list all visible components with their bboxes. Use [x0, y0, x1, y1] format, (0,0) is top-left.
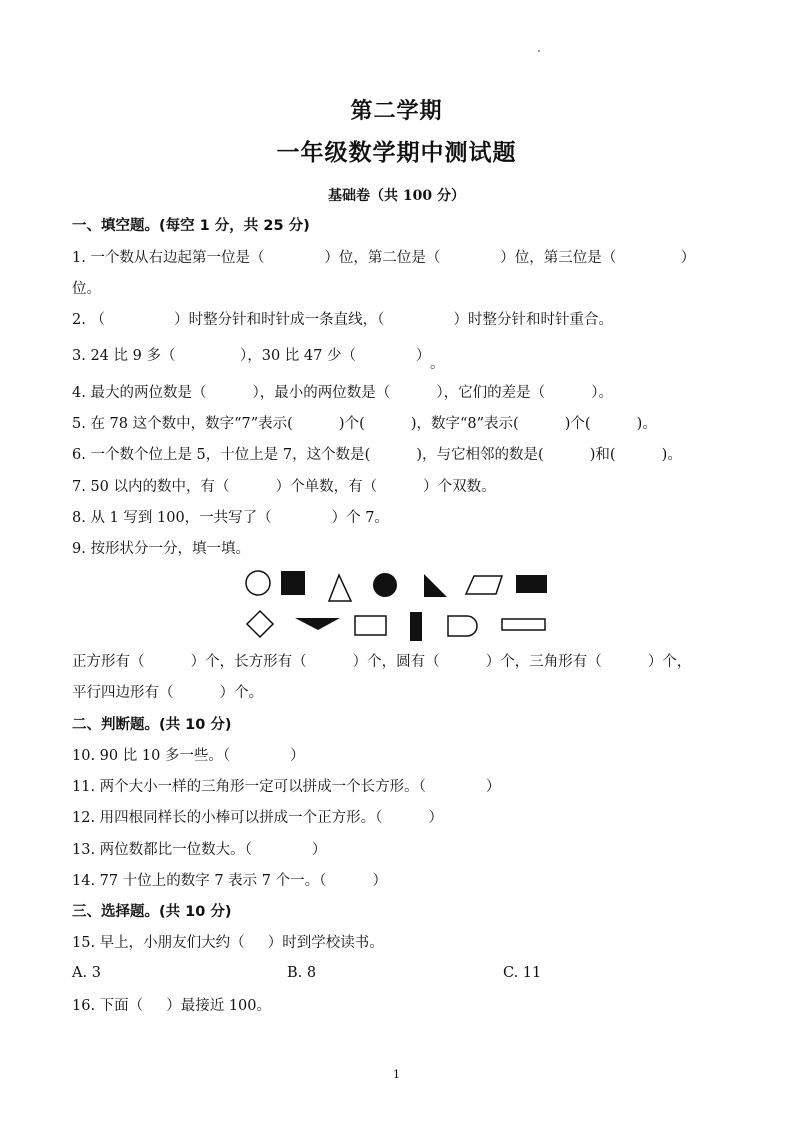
circle-outline-icon: [246, 571, 270, 595]
shapes-figure: [240, 567, 560, 647]
shapes-svg: [240, 567, 560, 647]
question-8: 8. 从 1 写到 100，一共写了（ ）个 7。: [72, 510, 389, 526]
question-15: 15. 早上，小朋友们大约（ ）时到学校读书。: [72, 935, 384, 951]
question-9: 9. 按形状分一分，填一填。: [72, 541, 250, 557]
question-3-period: 。: [430, 356, 445, 372]
question-11: 11. 两个大小一样的三角形一定可以拼成一个长方形。（ ）: [72, 779, 501, 795]
rectangle-outline-icon: [355, 616, 386, 635]
question-1-line-2: 位。: [72, 281, 101, 297]
question-1-line-1: 1. 一个数从右边起第一位是（ ）位，第二位是（ ）位，第三位是（ ）: [72, 250, 696, 266]
question-5: 5. 在 78 这个数中，数字“7”表示( )个( )，数字“8”表示( )个( )。: [72, 416, 657, 432]
question-15-option-c: C. 11: [503, 965, 542, 981]
triangle-outline-icon: [329, 575, 351, 601]
page-number: 1: [393, 1068, 400, 1081]
question-16: 16. 下面（ ）最接近 100。: [72, 998, 271, 1014]
question-2: 2. （ ）时整分针和时针成一条直线，（ ）时整分针和时针重合。: [72, 312, 613, 328]
right-triangle-filled-icon: [424, 574, 447, 597]
page-title-exam: 一年级数学期中测试题: [276, 140, 517, 166]
question-6: 6. 一个数个位上是 5，十位上是 7，这个数是( )，与它相邻的数是( )和( )。: [72, 447, 682, 463]
question-10: 10. 90 比 10 多一些。（ ）: [72, 748, 305, 764]
section-heading-multiple-choice: 三、选择题。(共 10 分): [72, 904, 232, 920]
vertical-rectangle-filled-icon: [410, 612, 422, 641]
parallelogram-outline-icon: [466, 576, 502, 594]
section-heading-fill-in: 一、填空题。(每空 1 分，共 25 分): [72, 218, 310, 234]
question-7: 7. 50 以内的数中，有（ ）个单数，有（ ）个双数。: [72, 479, 496, 495]
inverted-triangle-filled-icon: [295, 618, 340, 630]
page-title-term: 第二学期: [350, 99, 443, 124]
question-9-answer-line-1: 正方形有（ ）个，长方形有（ ）个，圆有（ ）个，三角形有（ ）个，: [72, 654, 692, 670]
scan-speck: [538, 50, 540, 52]
long-rectangle-outline-icon: [502, 619, 545, 630]
page-subtitle: 基础卷（共 100 分）: [328, 188, 465, 204]
question-13: 13. 两位数都比一位数大。（ ）: [72, 842, 327, 858]
section-heading-true-false: 二、判断题。(共 10 分): [72, 717, 232, 733]
question-3: 3. 24 比 9 多（ ），30 比 47 少（ ）: [72, 348, 431, 364]
question-12: 12. 用四根同样长的小棒可以拼成一个正方形。（ ）: [72, 810, 444, 826]
question-4: 4. 最大的两位数是（ ），最小的两位数是（ ），它们的差是（ ）。: [72, 385, 613, 401]
question-15-option-a: A. 3: [72, 965, 101, 981]
question-15-option-b: B. 8: [287, 965, 317, 981]
rectangle-filled-icon: [516, 575, 547, 593]
question-14: 14. 77 十位上的数字 7 表示 7 个一。（ ）: [72, 873, 387, 889]
circle-filled-icon: [373, 573, 397, 597]
diamond-outline-icon: [247, 611, 273, 637]
d-shape-outline-icon: [448, 616, 477, 636]
square-filled-icon: [281, 571, 305, 595]
question-9-answer-line-2: 平行四边形有（ ）个。: [72, 685, 264, 701]
